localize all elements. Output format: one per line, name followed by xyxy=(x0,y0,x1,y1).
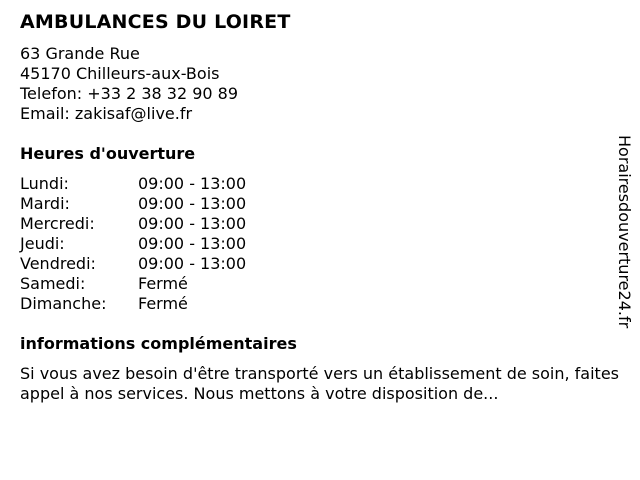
hours-row-friday xyxy=(20,254,610,274)
opening-hours-list xyxy=(20,174,610,314)
site-watermark: Horairesdouverture24.fr xyxy=(615,135,634,329)
hours-row-sunday xyxy=(20,294,610,314)
hours-row-wednesday xyxy=(20,214,610,234)
business-card xyxy=(20,10,619,404)
hours-time: Fermé xyxy=(138,294,188,313)
hours-time: Fermé xyxy=(138,274,188,293)
business-name: AMBULANCES DU LOIRET xyxy=(20,11,291,33)
hours-row-saturday xyxy=(20,274,610,294)
address-line-2: 45170 Chilleurs-aux-Bois xyxy=(20,64,220,83)
hours-time: 09:00 - 13:00 xyxy=(138,214,247,233)
address-line-1: 63 Grande Rue xyxy=(20,44,140,63)
email-address: Email: zakisaf@live.fr xyxy=(20,104,193,123)
hours-time: 09:00 - 13:00 xyxy=(138,174,247,193)
additional-info-heading: informations complémentaires xyxy=(20,334,297,353)
hours-day: Mardi: xyxy=(20,194,70,213)
hours-row-thursday xyxy=(20,234,610,254)
hours-day: Jeudi: xyxy=(20,234,65,253)
hours-time: 09:00 - 13:00 xyxy=(138,234,247,253)
hours-row-monday xyxy=(20,174,610,194)
hours-day: Vendredi: xyxy=(20,254,96,273)
hours-day: Samedi: xyxy=(20,274,86,293)
hours-time: 09:00 - 13:00 xyxy=(138,194,247,213)
phone-number: Telefon: +33 2 38 32 90 89 xyxy=(20,84,239,103)
hours-time: 09:00 - 13:00 xyxy=(138,254,247,273)
hours-row-tuesday xyxy=(20,194,610,214)
opening-hours-heading: Heures d'ouverture xyxy=(20,144,196,163)
hours-day: Dimanche: xyxy=(20,294,107,313)
hours-day: Lundi: xyxy=(20,174,69,193)
additional-info-text: Si vous avez besoin d'être transporté vers un établissement de soin, faites appel à nos services. Nous mettons à votre disposition de... xyxy=(20,364,619,403)
hours-day: Mercredi: xyxy=(20,214,95,233)
